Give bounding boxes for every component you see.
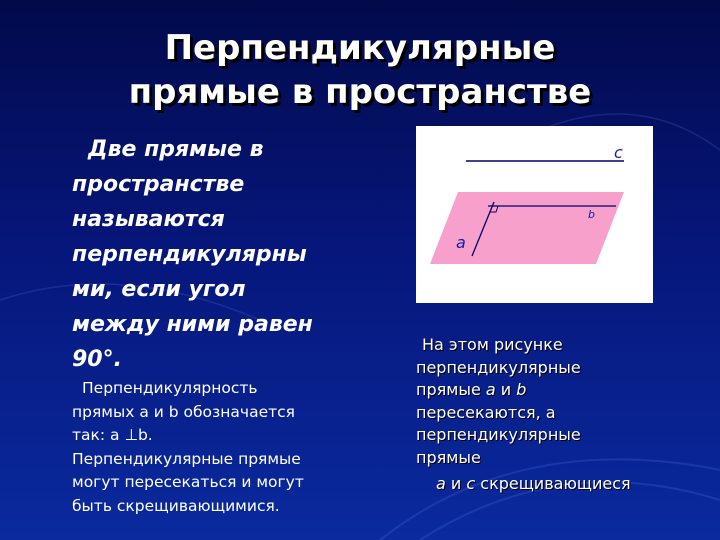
caption-text: и bbox=[495, 380, 517, 399]
notation-line: могут пересекаться и могут bbox=[72, 473, 304, 491]
definition-line: Две прямые в bbox=[88, 137, 264, 162]
caption-text: скрещивающиеся bbox=[475, 474, 631, 493]
notation-line: Перпендикулярные прямые bbox=[72, 449, 301, 468]
caption-line bbox=[416, 473, 706, 496]
caption-line-c: с bbox=[466, 474, 476, 493]
title-line-2: прямые в пространстве bbox=[128, 72, 592, 112]
caption-line-a: а bbox=[436, 474, 446, 493]
definition-line: перпендикулярны bbox=[72, 242, 307, 267]
geometry-figure bbox=[416, 126, 653, 303]
notation-line: так: а ⊥b. bbox=[72, 426, 153, 444]
caption-line: перпендикулярные bbox=[416, 357, 581, 377]
definition-line: называются bbox=[72, 207, 225, 232]
caption-line: На этом рисунке bbox=[422, 335, 563, 354]
slide-title bbox=[20, 26, 700, 114]
label-c: c bbox=[614, 143, 623, 162]
plane bbox=[430, 192, 624, 264]
title-line-1: Перпендикулярные bbox=[164, 28, 556, 68]
definition-angle: 90°. bbox=[72, 347, 122, 372]
caption-line bbox=[416, 379, 706, 402]
notation-text bbox=[72, 401, 382, 519]
caption-line-a: а bbox=[485, 380, 496, 399]
definition-line: ми, если угол bbox=[72, 277, 246, 302]
figure-svg bbox=[416, 126, 653, 303]
caption-line: пересекаются, а bbox=[416, 402, 556, 422]
caption-text: прямые bbox=[416, 380, 486, 399]
figure-caption bbox=[416, 334, 706, 496]
caption-text: и bbox=[445, 474, 467, 493]
caption-line: перпендикулярные bbox=[416, 425, 581, 444]
notation-line: прямых а и b обозначается bbox=[72, 402, 295, 421]
caption-line: прямые bbox=[416, 447, 481, 467]
definition-line: между ними равен bbox=[72, 312, 313, 337]
caption-line-b: b bbox=[516, 380, 527, 399]
definition-line: пространстве bbox=[72, 172, 245, 197]
definition-text bbox=[72, 132, 382, 518]
label-a: a bbox=[456, 233, 466, 252]
notation-intro: Перпендикулярность bbox=[82, 379, 258, 397]
label-b: b bbox=[588, 208, 595, 221]
definition-bold bbox=[72, 132, 382, 401]
notation-line: быть скрещивающимися. bbox=[72, 496, 280, 515]
